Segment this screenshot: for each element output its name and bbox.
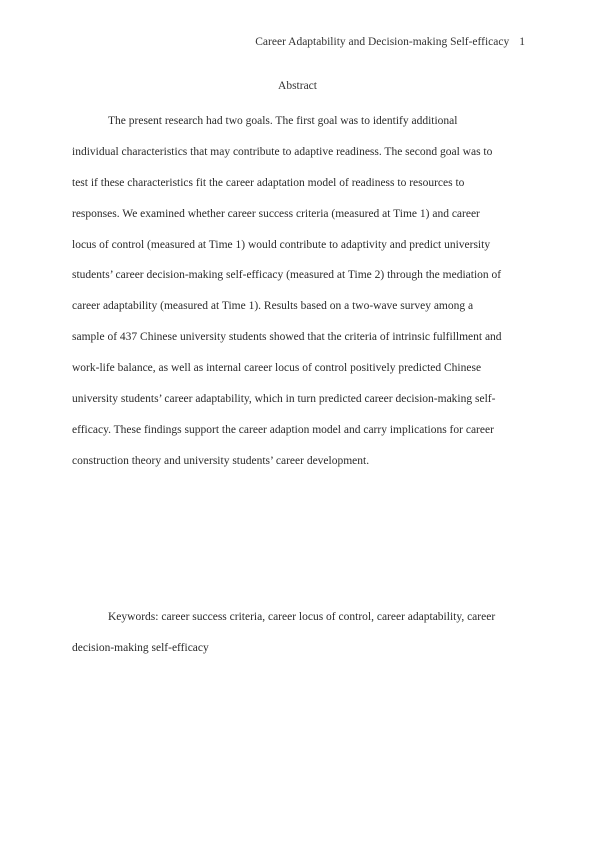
abstract-line: students’ career decision-making self-efficacy (measured at Time 2) through the mediation of	[72, 269, 502, 282]
running-title: Career Adaptability and Decision-making Self-efficacy	[255, 36, 510, 48]
abstract-heading: Abstract	[278, 80, 317, 92]
abstract-line: sample of 437 Chinese university students showed that the criteria of intrinsic fulfillment and	[72, 331, 502, 344]
abstract-line: The present research had two goals. The first goal was to identify additional	[108, 115, 458, 127]
running-head	[255, 36, 525, 48]
abstract-line: work-life balance, as well as internal career locus of control positively predicted Chinese	[72, 362, 482, 375]
abstract-line: university students’ career adaptability, which in turn predicted career decision-making self-	[72, 393, 496, 406]
keywords-line: Keywords: career success criteria, career locus of control, career adaptability, career	[108, 611, 496, 623]
abstract-line: construction theory and university students’ career development.	[72, 454, 370, 467]
abstract-body	[72, 106, 524, 477]
abstract-line: test if these characteristics fit the career adaptation model of readiness to resources to	[72, 176, 465, 189]
keywords-block	[72, 602, 524, 664]
keywords-line: decision-making self-efficacy	[72, 641, 209, 654]
abstract-line: efficacy. These findings support the career adaption model and carry implications for career	[72, 423, 494, 436]
abstract-line: responses. We examined whether career success criteria (measured at Time 1) and career	[72, 207, 480, 220]
abstract-line: career adaptability (measured at Time 1). Results based on a two-wave survey among a	[72, 300, 474, 313]
abstract-line: locus of control (measured at Time 1) would contribute to adaptivity and predict university	[72, 238, 491, 251]
page-number: 1	[519, 36, 525, 48]
abstract-line: individual characteristics that may contribute to adaptive readiness. The second goal was to	[72, 145, 493, 158]
